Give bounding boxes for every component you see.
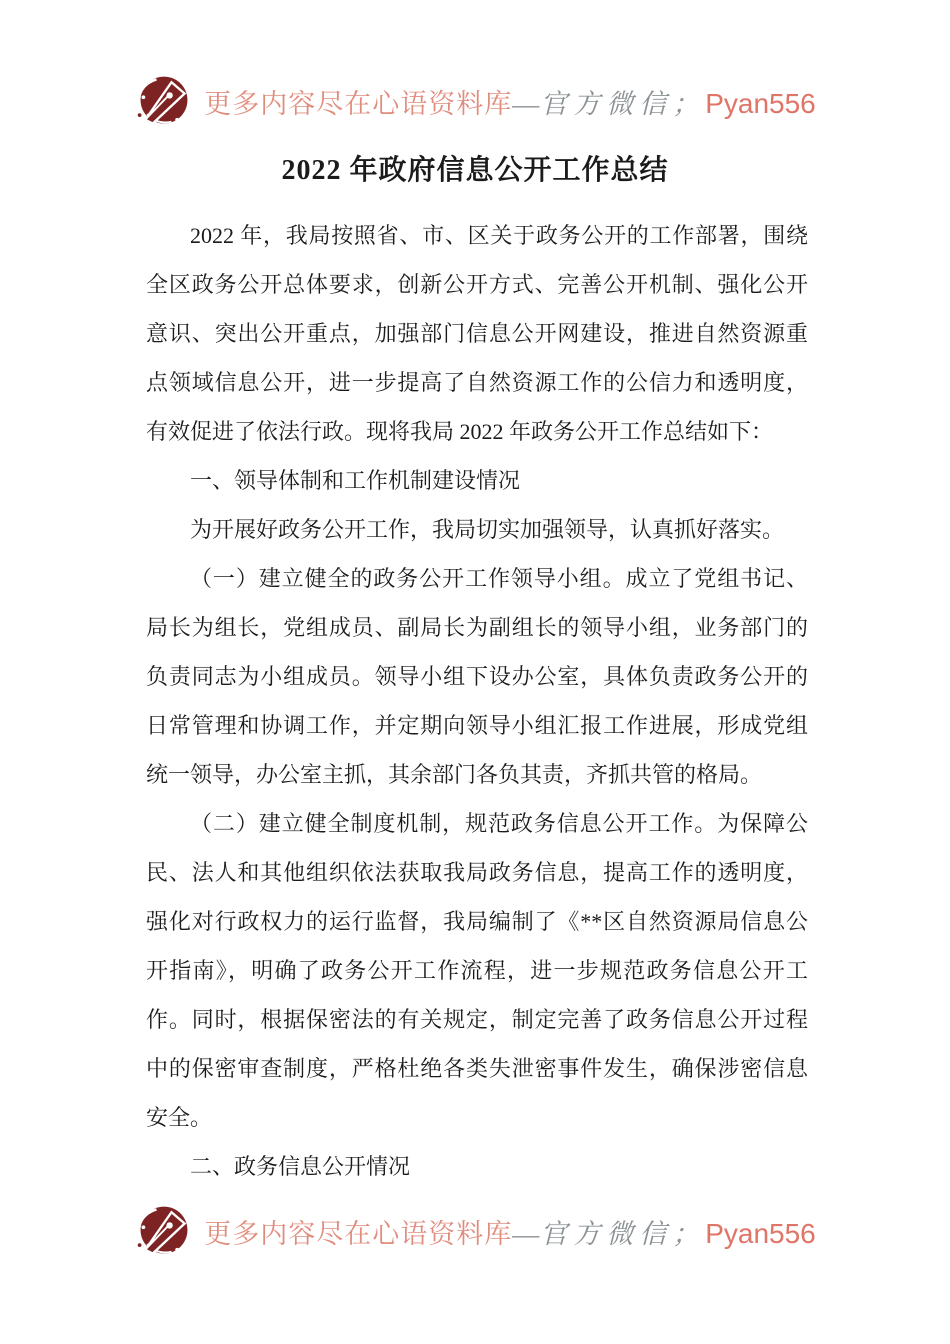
pen-nib-swirl-logo-icon xyxy=(134,1200,194,1262)
document-title: 2022 年政府信息公开工作总结 xyxy=(281,155,669,186)
paragraph xyxy=(146,505,808,554)
section-heading xyxy=(146,1142,808,1191)
document-body xyxy=(146,211,808,1191)
text-line: 局长为组长，党组成员、副局长为副组长的领导小组，业务部门的 xyxy=(146,615,808,640)
watermark-wechat-id: Pyan556 xyxy=(705,1217,816,1249)
text-line: 为开展好政务公开工作，我局切实加强领导，认真抓好落实。 xyxy=(190,517,785,542)
paragraph xyxy=(146,211,808,456)
watermark-dash: — xyxy=(512,1218,541,1249)
text-line: 强化对行政权力的运行监督，我局编制了《**区自然资源局信息公 xyxy=(146,909,808,934)
section-heading xyxy=(146,456,808,505)
text-line: 日常管理和协调工作，并定期向领导小组汇报工作进展，形成党组 xyxy=(146,713,808,738)
watermark-text xyxy=(204,82,816,121)
text-line: 有效促进了依法行政。现将我局 2022 年政务公开工作总结如下： xyxy=(146,419,774,444)
text-line: 中的保密审查制度，严格杜绝各类失泄密事件发生，确保涉密信息 xyxy=(146,1056,808,1081)
watermark-wechat-id: Pyan556 xyxy=(705,87,816,119)
text-line: 全区政务公开总体要求，创新公开方式、完善公开机制、强化公开 xyxy=(146,272,808,297)
watermark-slogan: 更多内容尽在心语资料库 xyxy=(204,1218,513,1249)
watermark-slogan: 更多内容尽在心语资料库 xyxy=(204,88,513,119)
watermark-dash: — xyxy=(512,88,541,119)
text-line: 意识、突出公开重点，加强部门信息公开网建设，推进自然资源重 xyxy=(146,321,808,346)
watermark-wechat-label: 官方微信； xyxy=(540,88,706,119)
pen-nib-swirl-logo-icon xyxy=(134,70,194,132)
text-line: （一）建立健全的政务公开工作领导小组。成立了党组书记、 xyxy=(190,566,808,591)
heading-line: 一、领导体制和工作机制建设情况 xyxy=(190,468,521,493)
header-watermark xyxy=(0,70,950,132)
text-line: 开指南》，明确了政务公开工作流程，进一步规范政务信息公开工 xyxy=(146,958,808,983)
paragraph xyxy=(146,554,808,799)
paragraph xyxy=(146,799,808,1142)
text-line: 民、法人和其他组织依法获取我局政务信息，提高工作的透明度， xyxy=(146,860,808,885)
text-line: （二）建立健全制度机制，规范政务信息公开工作。为保障公 xyxy=(190,811,808,836)
text-line: 安全。 xyxy=(146,1105,213,1130)
text-line: 统一领导，办公室主抓，其余部门各负其责，齐抓共管的格局。 xyxy=(146,762,763,787)
text-line: 作。同时，根据保密法的有关规定，制定完善了政务信息公开过程 xyxy=(146,1007,808,1032)
watermark-text xyxy=(204,1212,816,1251)
text-line: 负责同志为小组成员。领导小组下设办公室，具体负责政务公开的 xyxy=(146,664,808,689)
footer-watermark xyxy=(0,1200,950,1262)
heading-line: 二、政务信息公开情况 xyxy=(190,1154,411,1179)
text-line: 2022 年，我局按照省、市、区关于政务公开的工作部署，围绕 xyxy=(190,223,808,248)
watermark-wechat-label: 官方微信； xyxy=(540,1218,706,1249)
text-line: 点领域信息公开，进一步提高了自然资源工作的公信力和透明度， xyxy=(146,370,808,395)
